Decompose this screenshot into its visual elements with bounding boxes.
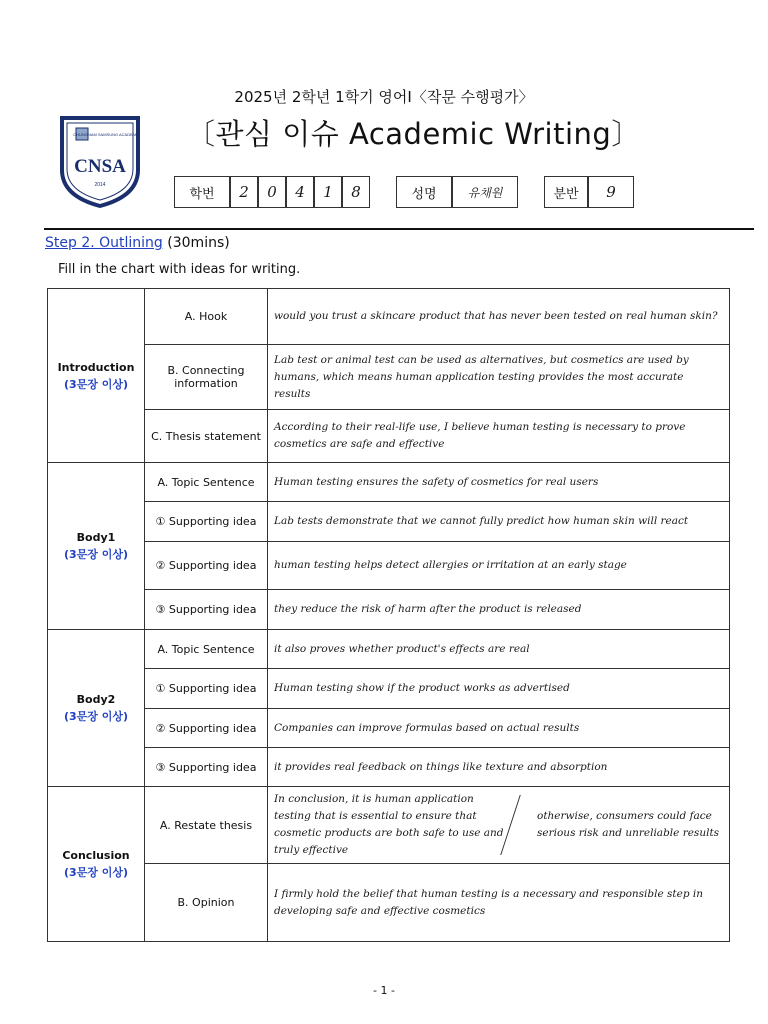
part-label: C. Thesis statement: [145, 410, 268, 463]
class-field[interactable]: 9: [588, 176, 634, 208]
section-conclusion: [48, 787, 145, 942]
answer-text: it also proves whether product's effects are real: [274, 642, 530, 655]
student-id-label: 학번: [174, 176, 230, 208]
section-introduction: [48, 289, 145, 463]
answer-cell[interactable]: [268, 410, 730, 463]
part-label: A. Restate thesis: [145, 787, 268, 864]
step-time: (30mins): [167, 235, 230, 251]
page-number: - 1 -: [373, 984, 395, 997]
name-field[interactable]: 유채원: [452, 176, 518, 208]
part-label: ① Supporting idea: [145, 502, 268, 542]
answer-cell[interactable]: [268, 542, 730, 590]
section-note: (3문장 이상): [63, 548, 129, 561]
answer-text: Lab test or animal test can be used as alternatives, but cosmetics are used by humans, which means human application testing provides the most accurate results: [274, 353, 689, 400]
section-name: Body1: [76, 531, 116, 544]
section-body2: [48, 630, 145, 787]
student-id-digit[interactable]: 8: [342, 176, 370, 208]
student-id-digit[interactable]: 1: [314, 176, 342, 208]
answer-text: Lab tests demonstrate that we cannot fully predict how human skin will react: [274, 515, 689, 527]
answer-cell[interactable]: [268, 345, 730, 410]
answer-text: Companies can improve formulas based on actual results: [274, 721, 580, 734]
answer-cell[interactable]: [268, 787, 730, 864]
part-label: ② Supporting idea: [145, 709, 268, 748]
cnsa-logo: [58, 114, 142, 208]
part-label: B. Connecting information: [145, 345, 268, 410]
logo-brand: CNSA: [74, 156, 126, 177]
outline-table: [47, 288, 730, 942]
logo-year: 2014: [94, 182, 106, 188]
answer-cell[interactable]: [268, 864, 730, 942]
answer-cell[interactable]: [268, 502, 730, 542]
divider-stroke: [500, 795, 540, 855]
document-subtitle: 2025년 2학년 1학기 영어Ⅰ〈작문 수행평가〉: [234, 88, 534, 106]
section-body1: [48, 463, 145, 630]
answer-text: they reduce the risk of harm after the product is released: [274, 603, 582, 615]
section-note: (3문장 이상): [63, 710, 129, 723]
answer-text: Human testing show if the product works as advertised: [274, 682, 570, 694]
answer-cell[interactable]: [268, 709, 730, 748]
answer-text-right: otherwise, consumers could face serious risk and unreliable results: [537, 810, 720, 839]
step-label: Step 2. Outlining: [45, 235, 163, 251]
answer-text: it provides real feedback on things like texture and absorption: [274, 760, 608, 773]
header-divider: [44, 228, 754, 230]
answer-cell[interactable]: [268, 630, 730, 669]
step-heading: [45, 235, 230, 251]
section-name: Body2: [76, 693, 116, 706]
page-title: 〔관심 이슈 Academic Writing〕: [186, 117, 641, 151]
answer-text: I firmly hold the belief that human testing is a necessary and responsible step in developing safe and effective cosmetics: [274, 887, 704, 917]
answer-text: would you trust a skincare product that has never been tested on real human skin?: [274, 310, 718, 322]
part-label: A. Topic Sentence: [145, 630, 268, 669]
logo-top-text: CHUNGNAM SAMSUNG ACADEMY: [73, 132, 139, 137]
student-id-digit[interactable]: 2: [230, 176, 258, 208]
answer-text: Human testing ensures the safety of cosmetics for real users: [274, 475, 599, 488]
section-note: (3문장 이상): [63, 866, 129, 879]
answer-cell[interactable]: [268, 289, 730, 345]
part-label: ② Supporting idea: [145, 542, 268, 590]
student-id-digit[interactable]: 4: [286, 176, 314, 208]
part-label: ① Supporting idea: [145, 669, 268, 709]
instruction-text: Fill in the chart with ideas for writing.: [58, 262, 301, 277]
class-label: 분반: [544, 176, 588, 208]
answer-text: According to their real-life use, I believe human testing is necessary to prove cosmetics are safe and effective: [274, 421, 686, 450]
student-id-digit[interactable]: 0: [258, 176, 286, 208]
part-label: ③ Supporting idea: [145, 748, 268, 787]
part-label: A. Topic Sentence: [145, 463, 268, 502]
answer-cell[interactable]: [268, 669, 730, 709]
answer-text: human testing helps detect allergies or irritation at an early stage: [274, 559, 627, 571]
section-name: Introduction: [57, 360, 135, 374]
answer-cell[interactable]: [268, 463, 730, 502]
answer-cell[interactable]: [268, 748, 730, 787]
answer-text: In conclusion, it is human application testing that is essential to ensure that cosmetic products are both safe to use and truly effective: [274, 793, 504, 856]
part-label: ③ Supporting idea: [145, 590, 268, 630]
name-label: 성명: [396, 176, 452, 208]
section-name: Conclusion: [62, 849, 130, 862]
part-label: A. Hook: [145, 289, 268, 345]
answer-cell[interactable]: [268, 590, 730, 630]
section-note: (3문장 이상): [63, 377, 129, 391]
part-label: B. Opinion: [145, 864, 268, 942]
